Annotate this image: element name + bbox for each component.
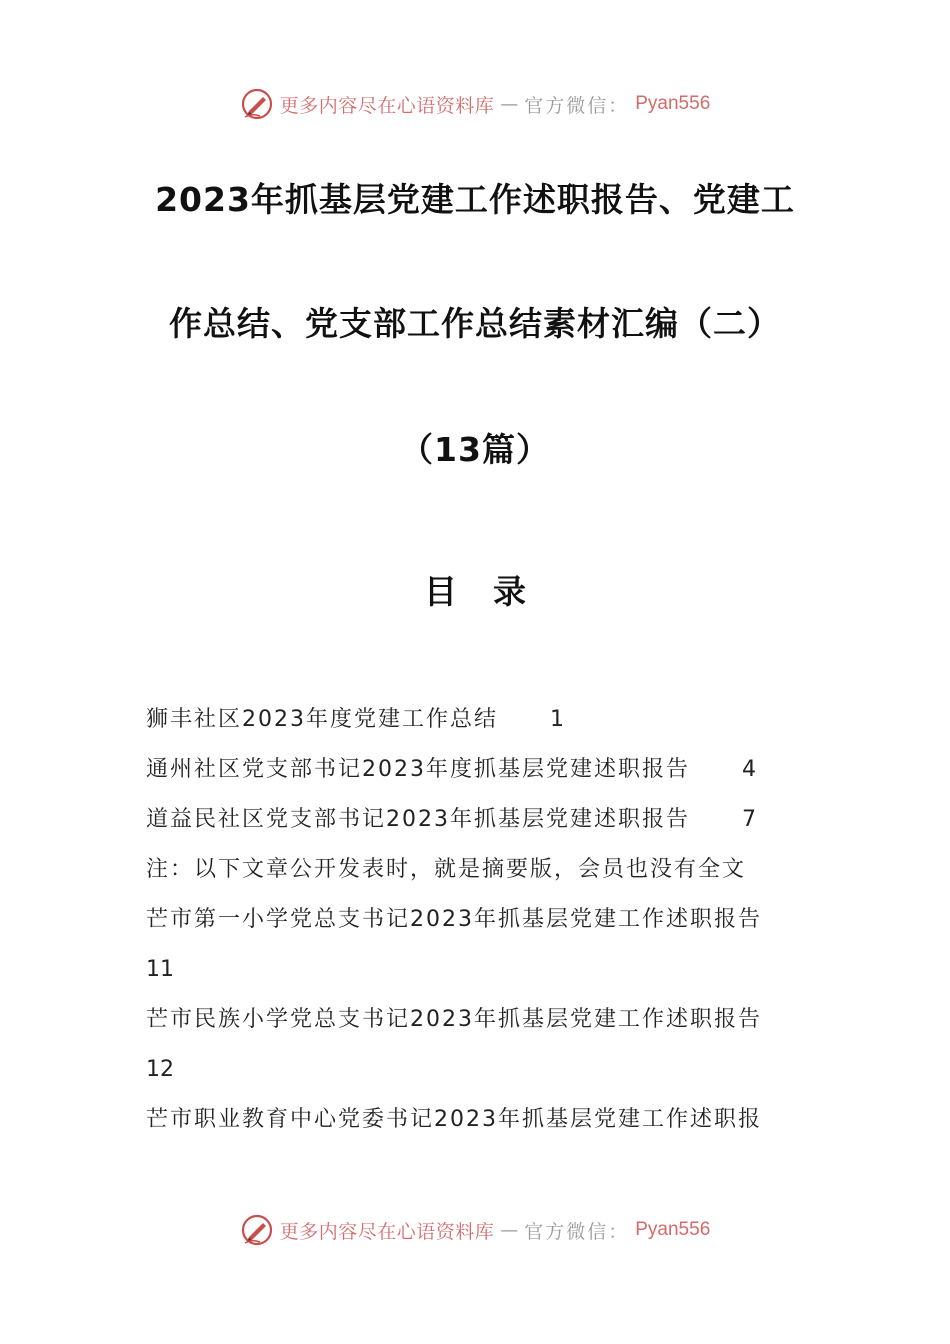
banner-wechat-label: 官方微信：	[524, 1220, 630, 1243]
toc-entry-page: 11	[146, 957, 174, 982]
banner-wechat-label: 官方微信：	[524, 94, 630, 117]
pen-circle-logo-icon	[240, 87, 274, 121]
footer-banner	[0, 1210, 950, 1250]
toc-entry-page: 4	[742, 757, 756, 782]
toc-entry-page: 7	[742, 807, 756, 832]
table-of-contents	[146, 700, 826, 1150]
banner-brand-text: 更多内容尽在心语资料库	[279, 94, 495, 117]
toc-entry-title: 通州社区党支部书记2023年度抓基层党建述职报告	[146, 757, 690, 782]
toc-entry-page: 12	[146, 1057, 174, 1082]
document-title-count: （13篇）	[400, 430, 550, 469]
banner-wechat-id: Pyan556	[635, 1219, 711, 1240]
toc-entry-title: 狮丰社区2023年度党建工作总结	[146, 707, 498, 732]
toc-entry-title[interactable]: 芒市第一小学党总支书记2023年抓基层党建工作述职报告	[146, 907, 762, 932]
toc-entry[interactable]	[146, 700, 826, 750]
header-banner	[0, 84, 950, 124]
toc-entry-title: 道益民社区党支部书记2023年抓基层党建述职报告	[146, 807, 690, 832]
toc-entry[interactable]	[146, 750, 826, 800]
banner-separator: —	[500, 93, 519, 115]
toc-entry-title[interactable]: 芒市职业教育中心党委书记2023年抓基层党建工作述职报	[146, 1107, 762, 1132]
toc-entry-page: 1	[550, 707, 564, 732]
document-title-line-2: 作总结、党支部工作总结素材汇编（二）	[169, 304, 781, 343]
document-title-line-1: 2023年抓基层党建工作述职报告、党建工	[155, 180, 795, 219]
banner-wechat-id: Pyan556	[635, 93, 711, 114]
banner-brand-text: 更多内容尽在心语资料库	[279, 1220, 495, 1243]
toc-note: 注：以下文章公开发表时，就是摘要版，会员也没有全文	[146, 857, 747, 882]
toc-heading: 目录	[424, 572, 562, 611]
banner-separator: —	[500, 1219, 519, 1241]
toc-entry[interactable]	[146, 800, 826, 850]
toc-entry-title[interactable]: 芒市民族小学党总支书记2023年抓基层党建工作述职报告	[146, 1007, 762, 1032]
pen-circle-logo-icon	[240, 1213, 274, 1247]
